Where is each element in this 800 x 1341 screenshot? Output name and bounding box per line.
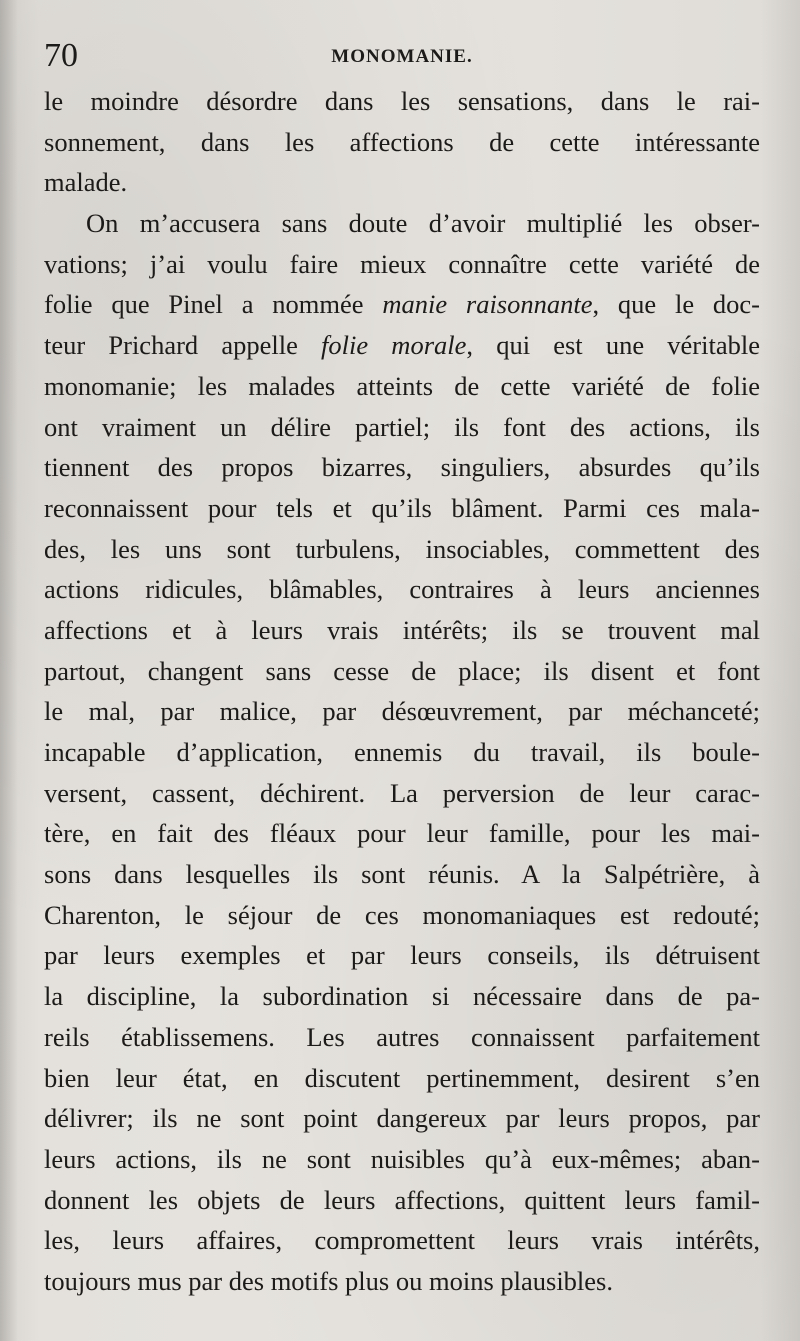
text-line: leurs actions, ils ne sont nuisibles qu’à eux-mêmes; aban- xyxy=(44,1143,760,1174)
italic-term-manie-raisonnante: manie raisonnante xyxy=(382,289,593,320)
text-line: tère, en fait des fléaux pour leur famille, pour les mai- xyxy=(44,818,760,849)
text-line: malade. xyxy=(44,167,128,198)
italic-term-folie-morale: folie morale xyxy=(321,330,467,361)
text-line: partout, changent sans cesse de place; ils disent et font xyxy=(44,655,760,686)
text-line: sonnement, dans les affections de cette intéressante xyxy=(44,126,760,157)
text-line: toujours mus par des motifs plus ou moins plausibles. xyxy=(44,1265,613,1296)
page-gutter-shadow xyxy=(0,0,18,1341)
page-number: 70 xyxy=(44,37,78,74)
text-line: actions ridicules, blâmables, contraires à leurs anciennes xyxy=(44,574,760,605)
text-line: sons dans lesquelles ils sont réunis. A la Salpétrière, à xyxy=(44,859,760,890)
text-line: le mal, par malice, par désœuvrement, par méchanceté; xyxy=(44,696,760,727)
text-line: bien leur état, en discutent pertinemment, desirent s’en xyxy=(44,1062,760,1093)
text-line-with-italic xyxy=(44,325,760,366)
body-text xyxy=(44,81,760,1302)
text-line: les, leurs affaires, compromettent leurs vrais intérêts, xyxy=(44,1225,760,1256)
text-run: teur Prichard appelle xyxy=(44,330,322,361)
text-line: tiennent des propos bizarres, singuliers, absurdes qu’ils xyxy=(44,452,760,483)
text-line: incapable d’application, ennemis du travail, ils boule- xyxy=(44,737,760,767)
running-title: MONOMANIE. xyxy=(331,46,473,67)
text-line: reils établissemens. Les autres connaissent parfaitement xyxy=(44,1021,760,1052)
text-line: versent, cassent, déchirent. La perversion de leur carac- xyxy=(44,777,760,808)
running-head xyxy=(44,36,760,76)
text-line: On m’accusera sans doute d’avoir multiplié les obser- xyxy=(86,208,760,239)
text-line: Charenton, le séjour de ces monomaniaques est redouté; xyxy=(44,899,760,930)
text-line: le moindre désordre dans les sensations, dans le rai- xyxy=(44,86,760,116)
text-line: affections et à leurs vrais intérêts; ils se trouvent mal xyxy=(44,614,760,645)
text-line: la discipline, la subordination si nécessaire dans de pa- xyxy=(44,981,760,1012)
text-line: ont vraiment un délire partiel; ils font des actions, ils xyxy=(44,411,760,442)
text-line-with-italic xyxy=(44,284,760,325)
text-run: folie que Pinel a nommée xyxy=(44,289,383,320)
text-run: , que le doc- xyxy=(592,289,760,320)
text-line: reconnaissent pour tels et qu’ils blâment. Parmi ces mala- xyxy=(44,492,760,523)
text-line: délivrer; ils ne sont point dangereux par leurs propos, par xyxy=(44,1103,760,1134)
text-line: vations; j’ai voulu faire mieux connaître cette variété de xyxy=(44,248,760,279)
text-line: des, les uns sont turbulens, insociables, commettent des xyxy=(44,533,760,564)
text-line: par leurs exemples et par leurs conseils, ils détruisent xyxy=(44,940,760,971)
text-run: , qui est une véritable xyxy=(466,330,760,361)
text-line: monomanie; les malades atteints de cette variété de folie xyxy=(44,370,760,401)
text-line: donnent les objets de leurs affections, quittent leurs famil- xyxy=(44,1184,760,1215)
